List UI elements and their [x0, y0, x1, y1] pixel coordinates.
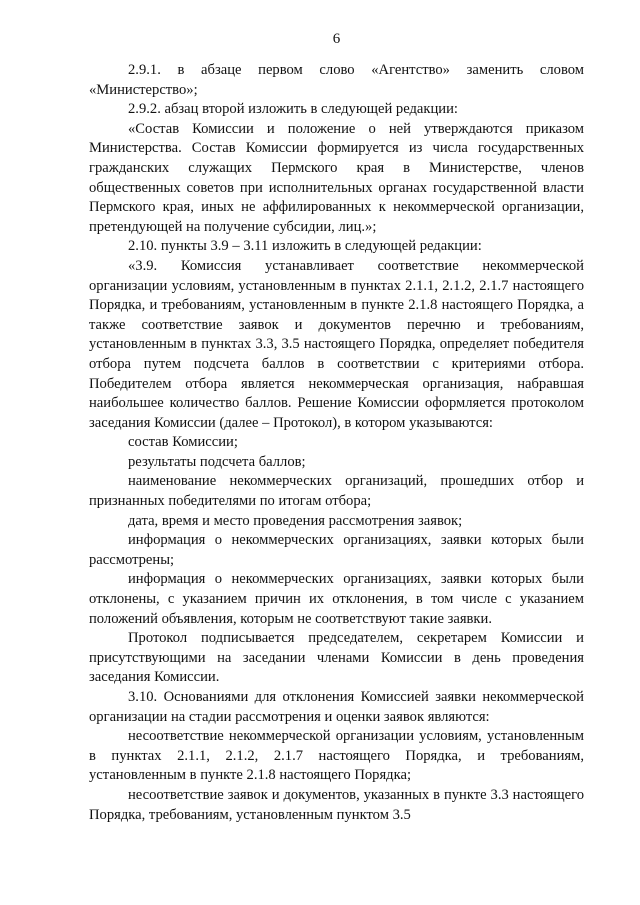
- list-item-score-results: результаты подсчета баллов;: [128, 453, 306, 470]
- list-item-organization-names: наименование некоммерческих организаций, прошедших отбор и признанных победителями по итогам отбора;: [89, 473, 584, 510]
- paragraph-3-9: «3.9. Комиссия устанавливает соответствие некоммерческой организации условиям, установленным в пунктах 2.1.1, 2.1.2, 2.1.7 настоящего Порядка, и требованиям, установленным в пункте 2.1.8 настоящего Порядка, а также соответствие заявок и документов перечню и требованиям, установленным в пунктах 3.3, 3.5 настоящего Порядка, определяет победителя отбора путем подсчета баллов в соответствии с критериями отбора. Победителем отбора является некоммерческая организация, набравшая наибольшее количество баллов. Решение Комиссии оформляется протоколом заседания Комиссии (далее – Протокол), в котором указываются:: [89, 257, 584, 431]
- list-item-nonconformity-documents: несоответствие заявок и документов, указанных в пункте 3.3 настоящего Порядка, требованиям, установленным пунктом 3.5: [89, 786, 584, 823]
- paragraph-2-9-2: 2.9.2. абзац второй изложить в следующей редакции:: [128, 101, 458, 118]
- paragraph-2-10: 2.10. пункты 3.9 – 3.11 изложить в следующей редакции:: [128, 238, 482, 255]
- document-body: [89, 61, 584, 825]
- list-item-reviewed-applications: информация о некоммерческих организациях, заявки которых были рассмотрены;: [89, 532, 584, 568]
- list-item-date-time-place: дата, время и место проведения рассмотрения заявок;: [128, 512, 463, 529]
- paragraph-2-9-1: 2.9.1. в абзаце первом слово «Агентство» заменить словом «Министерство»;: [89, 62, 584, 98]
- list-item-rejected-applications: информация о некоммерческих организациях, заявки которых были отклонены, с указанием причин их отклонения, в том числе с указанием положений объявления, которым не соответствуют такие заявки.: [89, 571, 584, 627]
- list-item-commission-composition: состав Комиссии;: [128, 434, 238, 451]
- paragraph-commission-composition: «Состав Комиссии и положение о ней утверждаются приказом Министерства. Состав Комиссии формируется из числа государственных гражданских служащих Пермского края в Министерстве, членов общественных советов при исполнительных органах государственной власти Пермского края, иных не аффилированных к некоммерческой организации, претендующей на получение субсидии, лиц.»;: [89, 120, 584, 235]
- paragraph-protocol-signing: Протокол подписывается председателем, секретарем Комиссии и присутствующими на заседании членами Комиссии в день проведения заседания Комиссии.: [89, 630, 584, 686]
- list-item-nonconformity-conditions: несоответствие некоммерческой организации условиям, установленным в пунктах 2.1.1, 2.1.2, 2.1.7 настоящего Порядка, и требованиям, установленным в пункте 2.1.8 настоящего Порядка;: [89, 728, 584, 784]
- paragraph-3-10: 3.10. Основаниями для отклонения Комиссией заявки некоммерческой организации на стадии рассмотрения и оценки заявок являются:: [89, 689, 584, 725]
- page-number: 6: [332, 31, 341, 47]
